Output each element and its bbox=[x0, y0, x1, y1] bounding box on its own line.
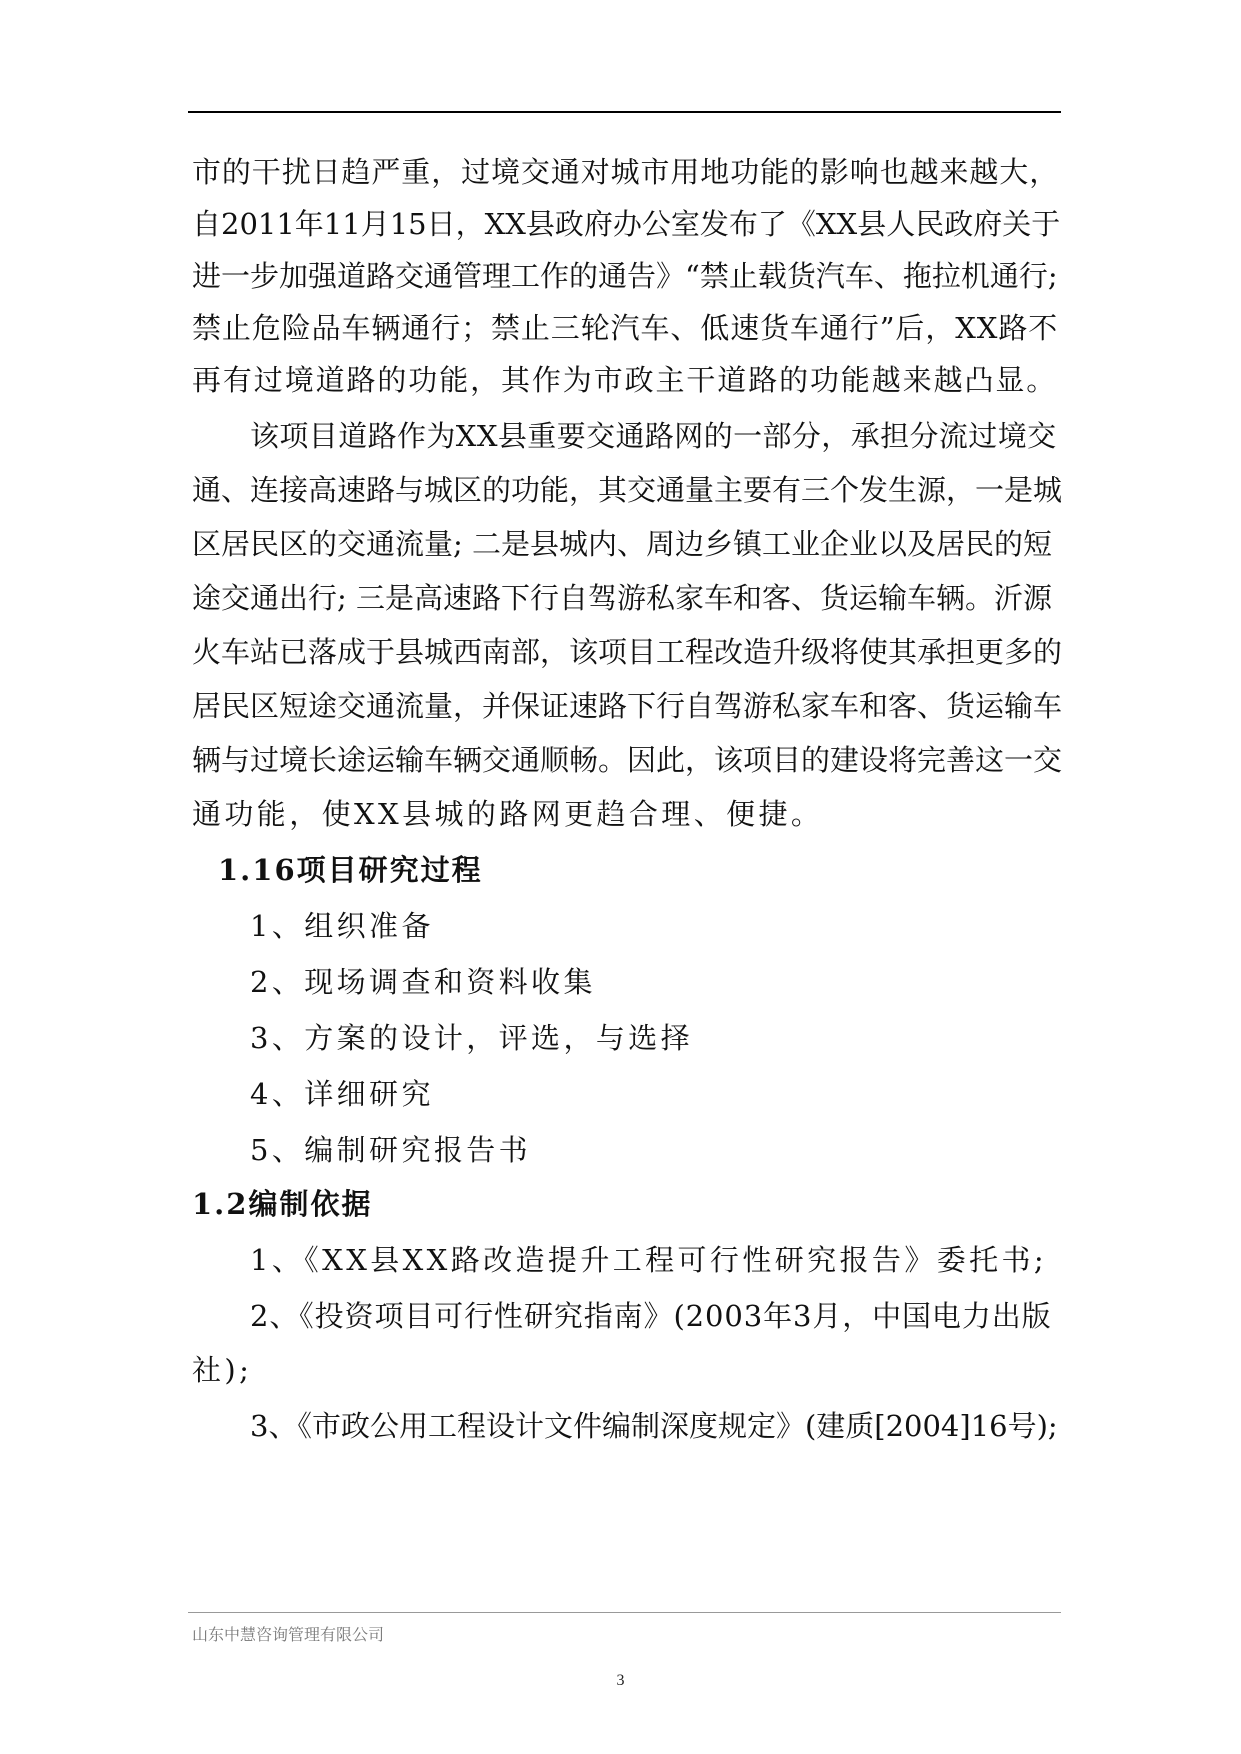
paragraph-line: 区居民区的交通流量; 二是县城内、周边乡镇工业企业以及居民的短 bbox=[192, 527, 1052, 561]
list-item: 1、《XX县XX路改造提升工程可行性研究报告》委托书; bbox=[250, 1243, 1048, 1277]
paragraph-line: 自2011年11月15日，XX县政府办公室发布了《XX县人民政府关于 bbox=[192, 207, 1061, 241]
paragraph-line: 辆与过境长途运输车辆交通顺畅。因此，该项目的建设将完善这一交 bbox=[192, 743, 1063, 777]
list-item: 2、现场调查和资料收集 bbox=[250, 965, 596, 999]
list-item: 3、《市政公用工程设计文件编制深度规定》(建质[2004]16号); bbox=[250, 1409, 1058, 1443]
paragraph-line: 进一步加强道路交通管理工作的通告》“禁止载货汽车、拖拉机通行; bbox=[192, 259, 1058, 293]
paragraph-line: 再有过境道路的功能，其作为市政主干道路的功能越来越凸显。 bbox=[192, 363, 1058, 397]
paragraph-line: 通、连接高速路与城区的功能，其交通量主要有三个发生源，一是城 bbox=[192, 473, 1063, 507]
list-item-continuation: 社); bbox=[192, 1353, 253, 1387]
paragraph-line: 禁止危险品车辆通行；禁止三轮汽车、低速货车通行”后，XX路不 bbox=[192, 311, 1059, 345]
section-heading: 1.16项目研究过程 bbox=[218, 853, 483, 887]
list-item: 2、《投资项目可行性研究指南》(2003年3月，中国电力出版 bbox=[250, 1299, 1052, 1333]
list-item: 1、组织准备 bbox=[250, 909, 434, 943]
paragraph-line: 途交通出行; 三是高速路下行自驾游私家车和客、货运输车辆。沂源 bbox=[192, 581, 1052, 615]
paragraph-line: 居民区短途交通流量，并保证速路下行自驾游私家车和客、货运输车 bbox=[192, 689, 1063, 723]
footer-company-name: 山东中慧咨询管理有限公司 bbox=[192, 1625, 385, 1644]
paragraph-line: 通功能，使XX县城的路网更趋合理、便捷。 bbox=[192, 797, 824, 831]
paragraph-line: 该项目道路作为XX县重要交通路网的一部分，承担分流过境交 bbox=[250, 419, 1057, 453]
list-item: 5、编制研究报告书 bbox=[250, 1133, 532, 1167]
paragraph-line: 市的干扰日趋严重，过境交通对城市用地功能的影响也越来越大， bbox=[192, 155, 1060, 189]
section-heading: 1.2编制依据 bbox=[192, 1187, 373, 1221]
footer-rule bbox=[188, 1612, 1061, 1613]
page-number: 3 bbox=[616, 1672, 625, 1689]
list-item: 4、详细研究 bbox=[250, 1077, 434, 1111]
list-item: 3、方案的设计，评选，与选择 bbox=[250, 1021, 694, 1055]
paragraph-line: 火车站已落成于县城西南部，该项目工程改造升级将使其承担更多的 bbox=[192, 635, 1063, 669]
header-rule bbox=[188, 111, 1061, 113]
